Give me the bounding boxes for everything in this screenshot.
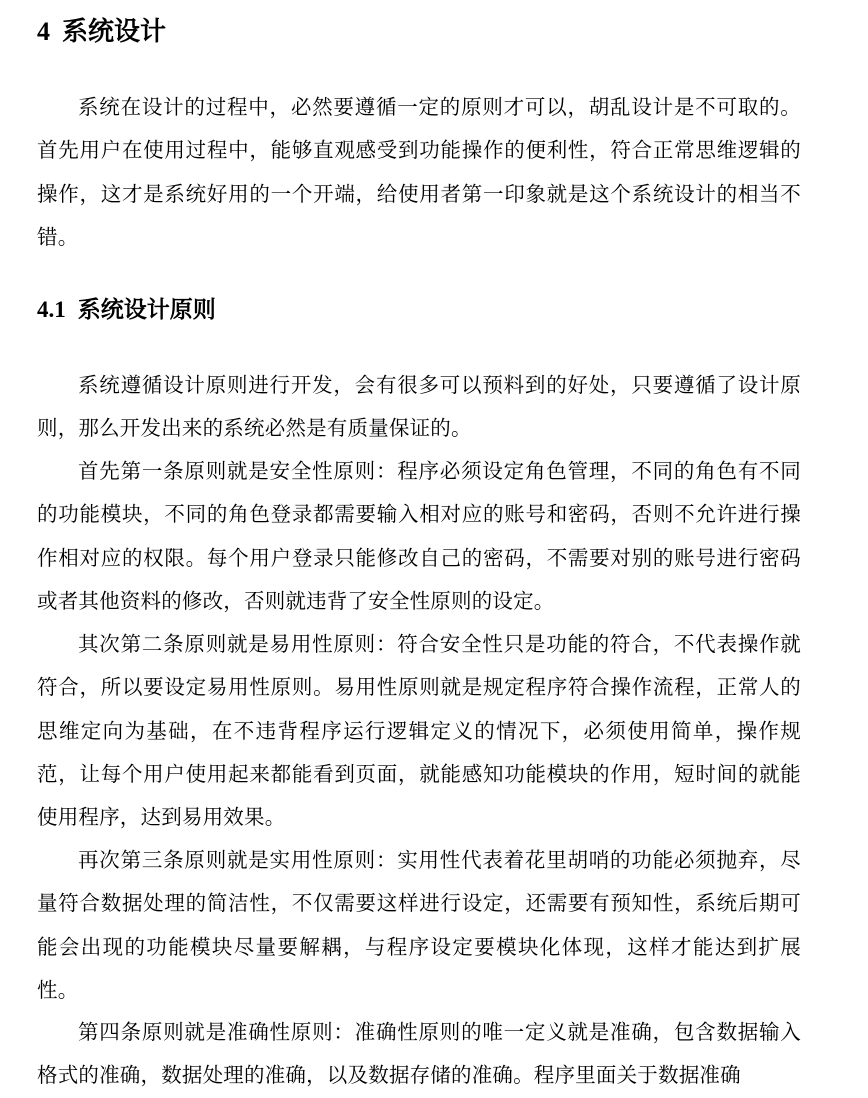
body-paragraph: 再次第三条原则就是实用性原则：实用性代表着花里胡哨的功能必须抛弃，尽量符合数据处理的简洁性，不仅需要这样进行设定，还需要有预知性，系统后期可能会出现的功能模块尽量要解耦，与程序设定要模块化体现，这样才能达到扩展性。 xyxy=(37,848,801,1002)
section-title: 系统设计原则 xyxy=(77,296,216,323)
chapter-title: 系统设计 xyxy=(62,17,167,47)
body-paragraph: 系统遵循设计原则进行开发，会有很多可以预料到的好处，只要遵循了设计原则，那么开发出来的系统必然是有质量保证的。 xyxy=(37,373,801,441)
body-paragraph: 第四条原则就是准确性原则：准确性原则的唯一定义就是准确，包含数据输入格式的准确，数据处理的准确，以及数据存储的准确。程序里面关于数据准确 xyxy=(37,1020,801,1088)
body-paragraph: 其次第二条原则就是易用性原则：符合安全性只是功能的符合，不代表操作就符合，所以要设定易用性原则。易用性原则就是规定程序符合操作流程，正常人的思维定向为基础，在不违背程序运行逻辑定义的情况下，必须使用简单，操作规范，让每个用户使用起来都能看到页面，就能感知功能模块的作用，短时间的就能使用程序，达到易用效果。 xyxy=(37,632,801,830)
intro-paragraph: 系统在设计的过程中，必然要遵循一定的原则才可以，胡乱设计是不可取的。首先用户在使用过程中，能够直观感受到功能操作的便利性，符合正常思维逻辑的操作，这才是系统好用的一个开端，给使用者第一印象就是这个系统设计的相当不错。 xyxy=(37,95,801,249)
section-number: 4.1 xyxy=(37,297,66,322)
body-paragraph: 首先第一条原则就是安全性原则：程序必须设定角色管理，不同的角色有不同的功能模块，不同的角色登录都需要输入相对应的账号和密码，否则不允许进行操作相对应的权限。每个用户登录只能修改自己的密码，不需要对别的账号进行密码或者其他资料的修改，否则就违背了安全性原则的设定。 xyxy=(37,459,801,613)
section-heading xyxy=(37,292,216,328)
chapter-heading xyxy=(37,12,166,52)
chapter-number: 4 xyxy=(37,17,50,46)
